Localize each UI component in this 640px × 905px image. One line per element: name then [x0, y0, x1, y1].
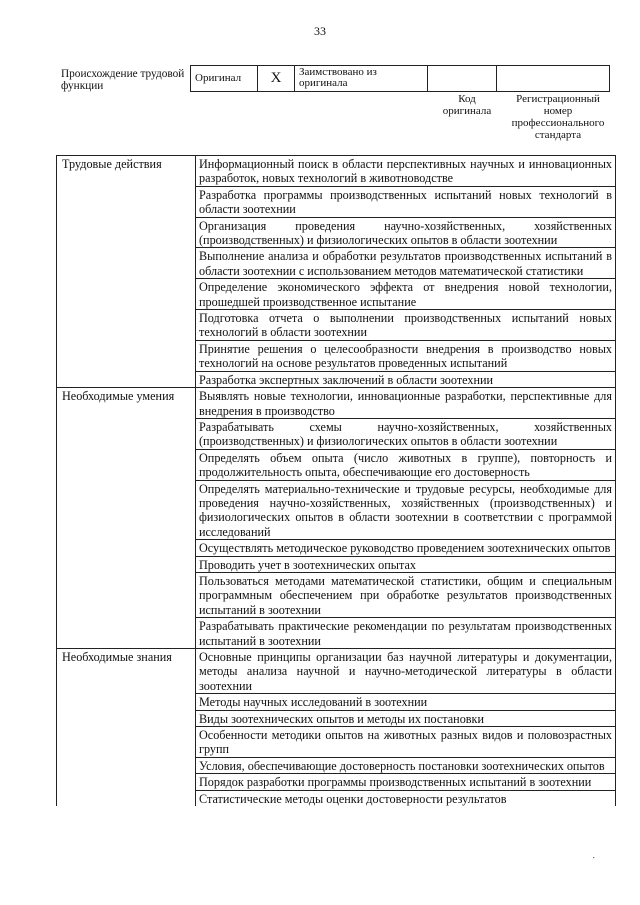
category-cell: [57, 340, 196, 371]
category-cell: [57, 279, 196, 310]
item-cell: Проводить учет в зоотехнических опытах: [196, 556, 616, 572]
item-cell: Условия, обеспечивающие достоверность постановки зоотехнических опытов: [196, 757, 616, 773]
table-row: [57, 572, 616, 617]
item-cell: Порядок разработки программы производственных испытаний в зоотехнии: [196, 774, 616, 790]
category-cell: [57, 727, 196, 758]
category-cell: [57, 480, 196, 540]
table-row: [57, 371, 616, 387]
table-row: [57, 774, 616, 790]
category-cell: [57, 790, 196, 806]
category-cell: [57, 418, 196, 449]
table-row: [57, 449, 616, 480]
scan-mark: ⋅: [592, 853, 596, 864]
item-cell: Статистические методы оценки достоверности результатов: [196, 790, 616, 806]
borrowed-cell: Заимствовано из оригинала: [295, 66, 428, 92]
table-row: [57, 727, 616, 758]
item-cell: Информационный поиск в области перспективных научных и инновационных разработок, новых технологий в животноводстве: [196, 156, 616, 187]
table-row: [57, 694, 616, 710]
table-row: [57, 618, 616, 649]
table-row: [57, 248, 616, 279]
category-cell: [57, 757, 196, 773]
category-cell: [57, 248, 196, 279]
functions-table: [56, 155, 616, 806]
item-cell: Разработка экспертных заключений в области зоотехнии: [196, 371, 616, 387]
table-row: [57, 649, 616, 694]
category-cell: Необходимые знания: [57, 649, 196, 694]
item-cell: Виды зоотехнических опытов и методы их постановки: [196, 710, 616, 726]
origin-table: [190, 65, 610, 92]
category-cell: Трудовые действия: [57, 156, 196, 187]
item-cell: Разрабатывать практические рекомендации по результатам производственных испытаний в зоотехнии: [196, 618, 616, 649]
item-cell: Подготовка отчета о выполнении производственных испытаний новых технологий в области зоотехнии: [196, 310, 616, 341]
item-cell: Пользоваться методами математической статистики, общим и специальным программным обеспечением при обработке результатов производственных испытаний в зоотехнии: [196, 572, 616, 617]
item-cell: Определение экономического эффекта от внедрения новой технологии, прошедшей производственное испытание: [196, 279, 616, 310]
category-cell: [57, 310, 196, 341]
item-cell: Выполнение анализа и обработки результатов производственных испытаний в области зоотехнии с использованием методов математической статистики: [196, 248, 616, 279]
item-cell: Организация проведения научно-хозяйственных, хозяйственных (производственных) и физиологических опытов в области зоотехнии: [196, 217, 616, 248]
item-cell: Выявлять новые технологии, инновационные разработки, перспективные для внедрения в производство: [196, 388, 616, 419]
item-cell: Принятие решения о целесообразности внедрения в производство новых технологий на основе результатов проведенных испытаний: [196, 340, 616, 371]
item-cell: Разрабатывать схемы научно-хозяйственных, хозяйственных (производственных) и физиологических опытов в области зоотехнии: [196, 418, 616, 449]
category-cell: [57, 572, 196, 617]
table-row: [57, 186, 616, 217]
category-cell: [57, 618, 196, 649]
table-row: [57, 310, 616, 341]
item-cell: Разработка программы производственных испытаний новых технологий в области зоотехнии: [196, 186, 616, 217]
reg-caption: Регистрационный номер профессионального стандарта: [511, 93, 605, 141]
table-row: [57, 217, 616, 248]
item-cell: Определять объем опыта (число животных в группе), повторность и продолжительность опыта, обеспечивающие его достоверность: [196, 449, 616, 480]
category-cell: [57, 449, 196, 480]
item-cell: Особенности методики опытов на животных разных видов и половозрастных групп: [196, 727, 616, 758]
category-cell: [57, 540, 196, 556]
category-cell: [57, 774, 196, 790]
category-cell: [57, 217, 196, 248]
category-cell: [57, 371, 196, 387]
category-cell: [57, 186, 196, 217]
table-row: [57, 279, 616, 310]
origin-label: Происхождение трудовой функции: [61, 68, 185, 92]
category-cell: [57, 694, 196, 710]
item-cell: Основные принципы организации баз научной литературы и документации, методы анализа научной и научно-методической литературы в области зоотехнии: [196, 649, 616, 694]
item-cell: Методы научных исследований в зоотехнии: [196, 694, 616, 710]
code-caption: Код оригинала: [442, 93, 492, 117]
table-row: [57, 540, 616, 556]
original-mark: X: [258, 66, 295, 92]
item-cell: Осуществлять методическое руководство проведением зоотехнических опытов: [196, 540, 616, 556]
table-row: [57, 418, 616, 449]
table-row: [57, 156, 616, 187]
category-cell: [57, 710, 196, 726]
table-row: [57, 710, 616, 726]
item-cell: Определять материально-технические и трудовые ресурсы, необходимые для проведения научно-хозяйственных, хозяйственных (производственных) и физиологических опытов в области зоотехнии в соответствии с программой исследований: [196, 480, 616, 540]
page-number: 33: [314, 24, 326, 38]
original-cell: Оригинал: [191, 66, 258, 92]
table-row: [57, 556, 616, 572]
category-cell: Необходимые умения: [57, 388, 196, 419]
code-cell: [428, 66, 497, 92]
table-row: [57, 340, 616, 371]
table-row: [57, 757, 616, 773]
table-row: [57, 480, 616, 540]
table-row: [57, 388, 616, 419]
reg-number-cell: [497, 66, 610, 92]
category-cell: [57, 556, 196, 572]
table-row: [57, 790, 616, 806]
